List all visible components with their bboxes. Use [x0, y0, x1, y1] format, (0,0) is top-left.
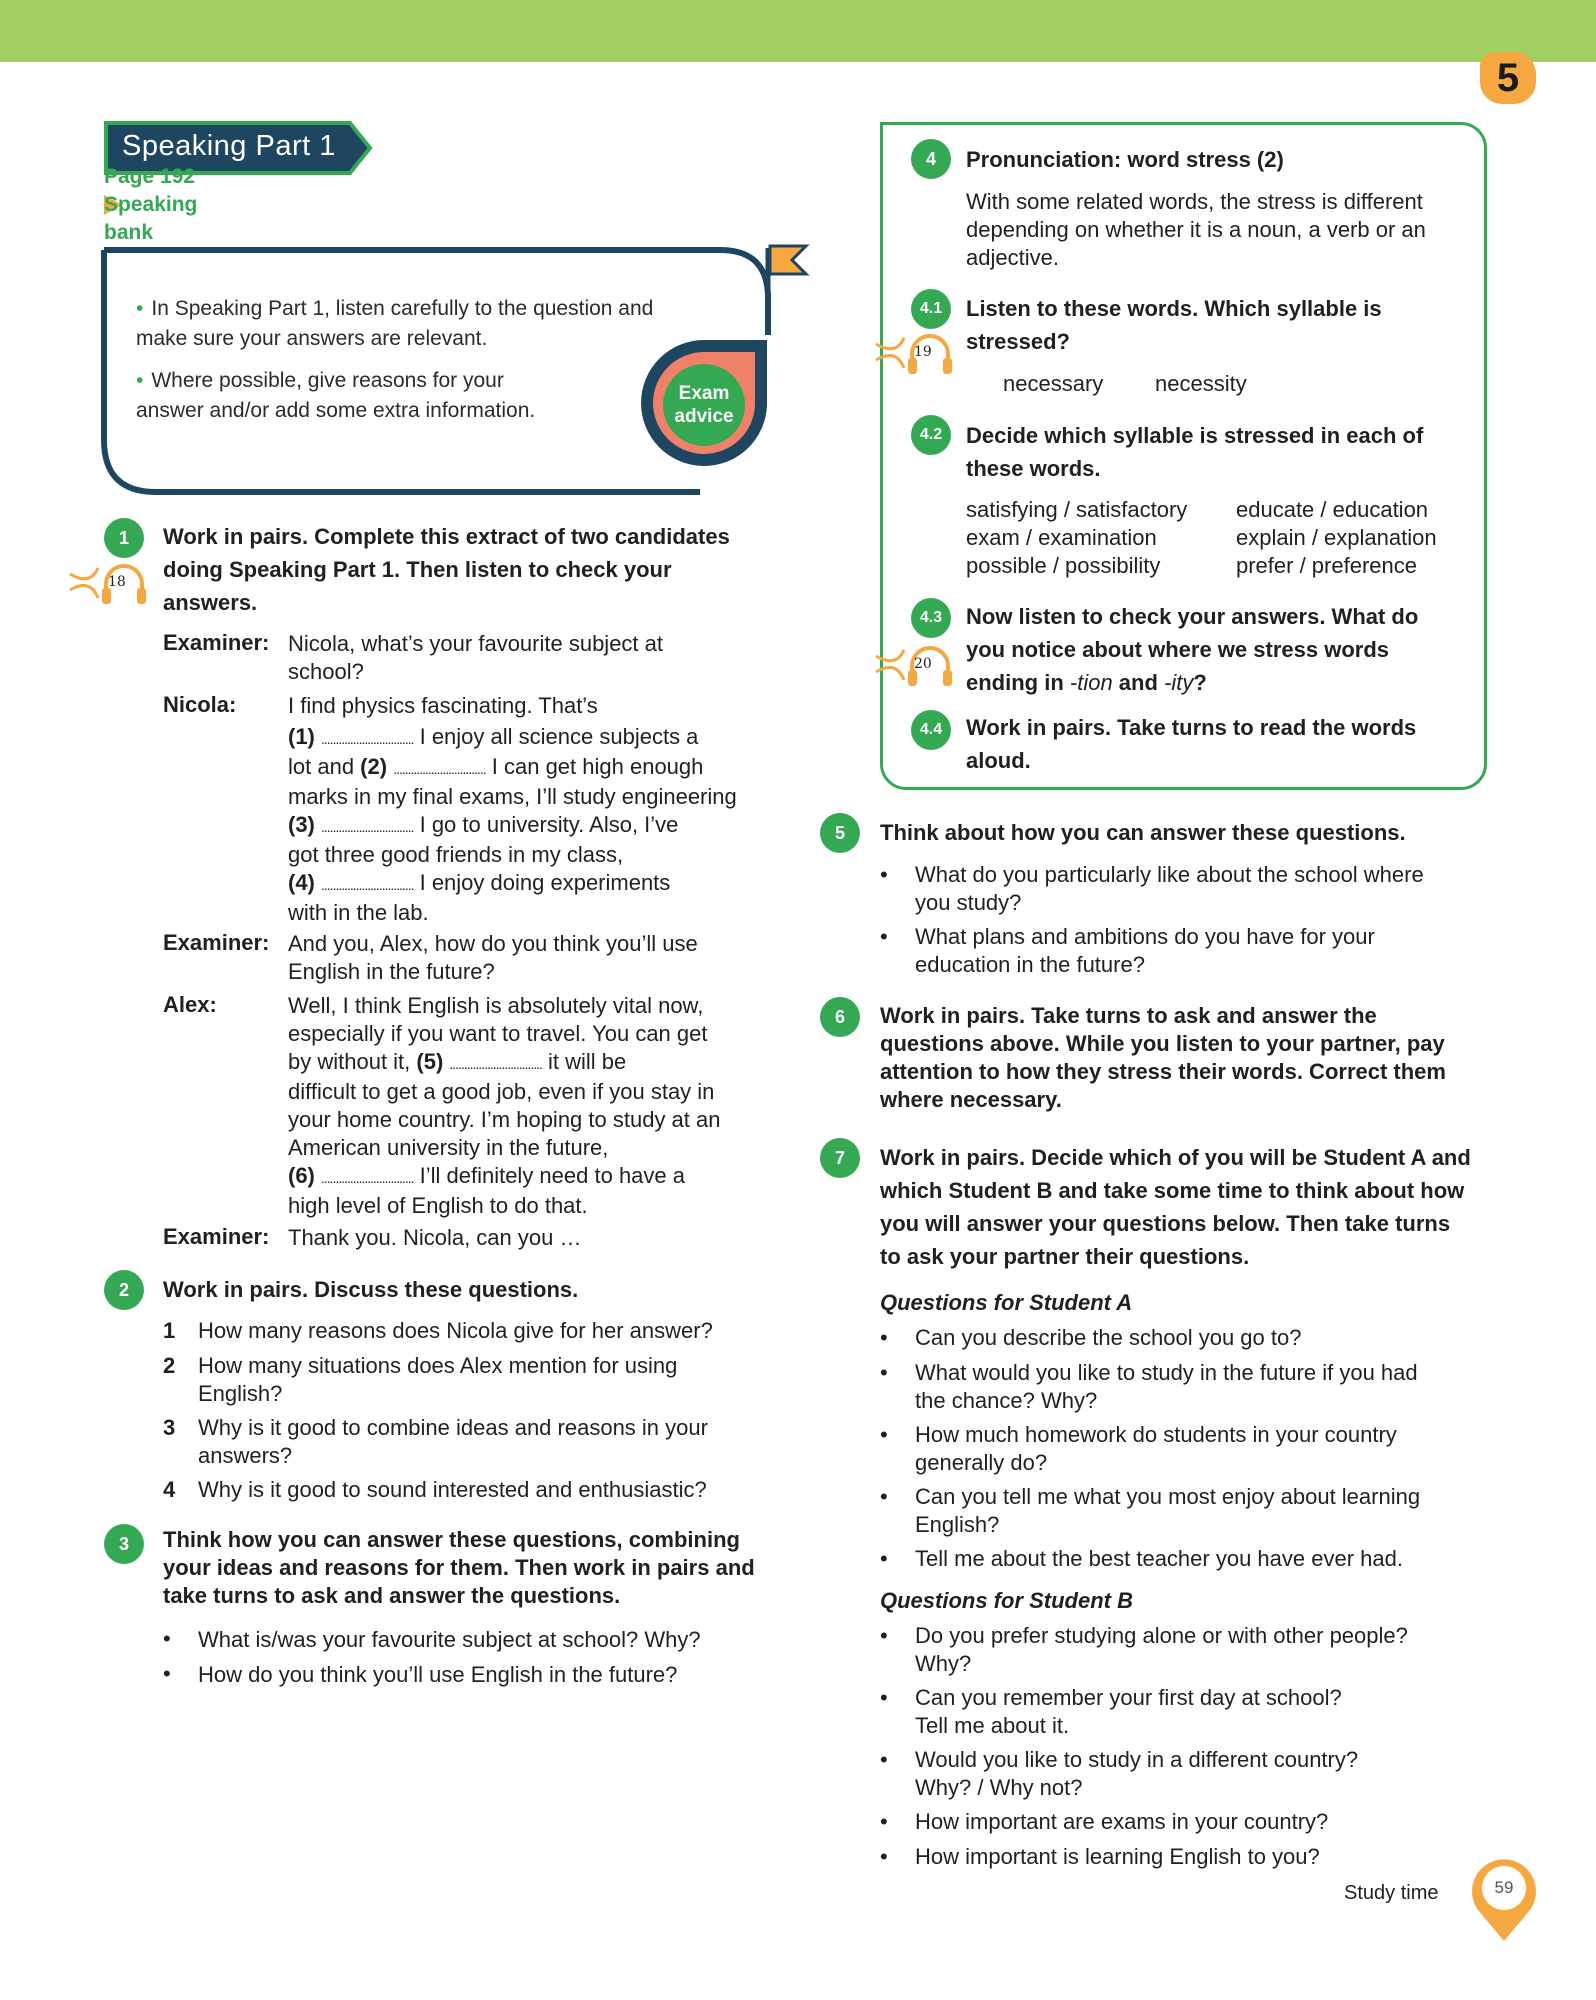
map-pin-icon — [1468, 1858, 1540, 1944]
exercise-3-instruction: Think how you can answer these questions, combining your ideas and reasons for them. Then work in pairs and take turns to ask and answer the questions. — [163, 1527, 755, 1608]
student-a-q2: What would you like to study in the future if you had the chance? Why? — [915, 1360, 1418, 1413]
track-number: 20 — [914, 656, 932, 672]
exercise-4-4-number: 4.4 — [911, 710, 951, 750]
ex3-bullet-2: How do you think you’ll use English in the future? — [198, 1662, 678, 1687]
audio-track-18[interactable] — [66, 556, 146, 608]
gap-6-blank[interactable]: ................................ — [321, 1170, 414, 1186]
advice-item-2: • Where possible, give reasons for your answer and/or add some extra information. — [136, 369, 536, 422]
bullet-dot: • — [880, 1546, 888, 1571]
track-number: 18 — [108, 574, 126, 590]
page-number: 59 — [1494, 1878, 1514, 1897]
nicola-answer: I find physics fascinating. That’s (1) ................................ I enjoy all science subjects a lot and (2) ................................ I can get high enough marks in my final exams, I’ll study engineering (3) ................................ I go to university. Also, I’ve got three good friends in my class, (4) ................................ I enjoy doing experiments with in the lab. — [288, 693, 737, 925]
speaking-bank-link[interactable] — [104, 165, 198, 244]
headphones-icon — [66, 556, 146, 608]
student-b-q4: How important are exams in your country? — [915, 1809, 1329, 1834]
speaking-bank-label: Page 192 Speaking bank — [104, 165, 198, 244]
headphones-icon — [872, 638, 952, 690]
examiner-line-1: Nicola, what’s your favourite subject at school? — [288, 631, 663, 684]
footer-label: Study time — [1344, 1882, 1439, 1904]
exercise-7-instruction: Work in pairs. Decide which of you will be Student A and which Student B and take some time to think about how you will answer your questions below. Then take turns to ask your partner their questions. — [880, 1145, 1471, 1269]
question-number: 2 — [163, 1353, 176, 1378]
bullet-dot: • — [880, 1809, 888, 1834]
speaker-examiner: Examiner: — [163, 1224, 270, 1249]
ex3-bullet-1: What is/was your favourite subject at school? Why? — [198, 1627, 701, 1652]
ex5-bullet-1: What do you particularly like about the school where you study? — [915, 862, 1424, 915]
bullet-dot: • — [880, 1325, 888, 1350]
gap-5: (5) — [416, 1049, 444, 1074]
student-b-heading: Questions for Student B — [880, 1588, 1133, 1613]
bullet-dot: • — [880, 862, 888, 887]
speaker-examiner: Examiner: — [163, 930, 270, 955]
exercise-6-instruction: Work in pairs. Take turns to ask and answer the questions above. While you listen to your partner, pay attention to how they stress their words. Correct them where necessary. — [880, 1003, 1446, 1112]
gap-4: (4) — [288, 870, 315, 895]
exercise-1-instruction: Work in pairs. Complete this extract of two candidates doing Speaking Part 1. Then listen to check your answers. — [163, 524, 730, 615]
ex2-question-3: Why is it good to combine ideas and reasons in your answers? — [198, 1415, 708, 1468]
student-a-q5: Tell me about the best teacher you have ever had. — [915, 1546, 1403, 1571]
bullet-dot: • — [163, 1626, 171, 1651]
exam-advice-label: Exam advice — [674, 383, 734, 427]
exercise-4-4-instruction: Work in pairs. Take turns to read the words aloud. — [966, 715, 1417, 773]
page-number-pin — [1468, 1858, 1540, 1944]
gap-3: (3) — [288, 812, 315, 837]
exercise-7-number: 7 — [820, 1138, 860, 1178]
gap-1: (1) — [288, 724, 315, 749]
bullet-dot: • — [880, 1844, 888, 1869]
exercise-2-number: 2 — [104, 1270, 144, 1310]
exercise-4-intro: With some related words, the stress is different depending on whether it is a noun, a verb or an adjective. — [966, 189, 1426, 270]
word-necessary: necessary — [1003, 371, 1104, 396]
speaker-examiner: Examiner: — [163, 630, 270, 655]
exercise-4-1-number: 4.1 — [911, 289, 951, 329]
question-number: 3 — [163, 1415, 176, 1440]
exercise-2-instruction: Work in pairs. Discuss these questions. — [163, 1277, 579, 1302]
ex2-question-2: How many situations does Alex mention for using English? — [198, 1353, 678, 1406]
student-b-q2: Can you remember your first day at school? Tell me about it. — [915, 1685, 1342, 1738]
exercise-5-number: 5 — [820, 813, 860, 853]
bullet-dot: • — [880, 1484, 888, 1509]
exam-advice-box — [100, 240, 820, 510]
student-a-q1: Can you describe the school you go to? — [915, 1325, 1302, 1350]
speaker-alex: Alex: — [163, 992, 217, 1017]
exam-advice-badge — [640, 340, 768, 468]
bullet-dot: • — [136, 369, 144, 392]
gap-3-blank[interactable]: ................................ — [321, 819, 414, 835]
word-necessity: necessity — [1155, 371, 1247, 396]
exercise-4-title: Pronunciation: word stress (2) — [966, 147, 1284, 172]
exercise-4-2-number: 4.2 — [911, 415, 951, 455]
bullet-dot: • — [880, 1747, 888, 1772]
bullet-dot: • — [880, 1685, 888, 1710]
unit-number-badge: 5 — [1480, 52, 1536, 104]
gap-2-blank[interactable]: ................................ — [393, 761, 486, 777]
bullet-dot: • — [136, 297, 144, 320]
examiner-line-2: And you, Alex, how do you think you’ll use English in the future? — [288, 931, 698, 984]
exercise-4-3-number: 4.3 — [911, 598, 951, 638]
ex2-question-1: How many reasons does Nicola give for her answer? — [198, 1318, 713, 1343]
bullet-dot: • — [880, 1422, 888, 1447]
question-number: 1 — [163, 1318, 176, 1343]
gap-6: (6) — [288, 1163, 315, 1188]
bullet-dot: • — [880, 1623, 888, 1648]
ex2-question-4: Why is it good to sound interested and enthusiastic? — [198, 1477, 707, 1502]
bullet-dot: • — [880, 1360, 888, 1385]
student-b-q1: Do you prefer studying alone or with other people? Why? — [915, 1623, 1408, 1676]
section-title: Speaking Part 1 — [122, 130, 336, 162]
student-a-heading: Questions for Student A — [880, 1290, 1133, 1315]
word-pairs-right: educate / education explain / explanation prefer / preference — [1236, 497, 1437, 578]
exercise-4-1-instruction: Listen to these words. Which syllable is stressed? — [966, 296, 1382, 354]
bullet-dot: • — [880, 924, 888, 949]
top-color-bar — [0, 0, 1596, 62]
exercise-5-instruction: Think about how you can answer these questions. — [880, 820, 1406, 845]
alex-answer: Well, I think English is absolutely vital now, especially if you want to travel. You can get by without it, (5) ................................ it will be difficult to get a good job, even if you stay in your home country. I’m hoping to study at an American university in the future, (6) ................................ I’ll definitely need to have a high level of English to do that. — [288, 993, 721, 1218]
examiner-line-3: Thank you. Nicola, can you … — [288, 1225, 582, 1250]
exercise-4-2-instruction: Decide which syllable is stressed in each of these words. — [966, 423, 1424, 481]
gap-4-blank[interactable]: ................................ — [321, 877, 414, 893]
exercise-4-3-instruction: Now listen to check your answers. What do you notice about where we stress words ending in -tion and -ity? — [966, 604, 1419, 695]
audio-track-20[interactable] — [872, 638, 952, 690]
exercise-6-number: 6 — [820, 997, 860, 1037]
gap-5-blank[interactable]: ................................ — [449, 1056, 542, 1072]
gap-1-blank[interactable]: ................................ — [321, 731, 414, 747]
speaker-nicola: Nicola: — [163, 692, 237, 717]
bullet-dot: • — [163, 1661, 171, 1686]
student-b-q5: How important is learning English to you? — [915, 1844, 1320, 1869]
ex5-bullet-2: What plans and ambitions do you have for your education in the future? — [915, 924, 1375, 977]
headphones-icon — [872, 326, 952, 378]
gap-2: (2) — [360, 754, 388, 779]
exercise-1-number: 1 — [104, 518, 144, 558]
audio-track-19[interactable] — [872, 326, 952, 378]
question-number: 4 — [163, 1477, 176, 1502]
flag-icon — [770, 246, 806, 274]
word-pairs-left: satisfying / satisfactory exam / examination possible / possibility — [966, 497, 1188, 578]
student-a-q3: How much homework do students in your country generally do? — [915, 1422, 1397, 1475]
student-b-q3: Would you like to study in a different country? Why? / Why not? — [915, 1747, 1359, 1800]
exercise-3-number: 3 — [104, 1524, 144, 1564]
track-number: 19 — [914, 344, 932, 360]
student-a-q4: Can you tell me what you most enjoy about learning English? — [915, 1484, 1421, 1537]
advice-item-1: • In Speaking Part 1, listen carefully to the question and make sure your answers are relevant. — [136, 297, 654, 350]
exercise-4-number: 4 — [911, 139, 951, 179]
